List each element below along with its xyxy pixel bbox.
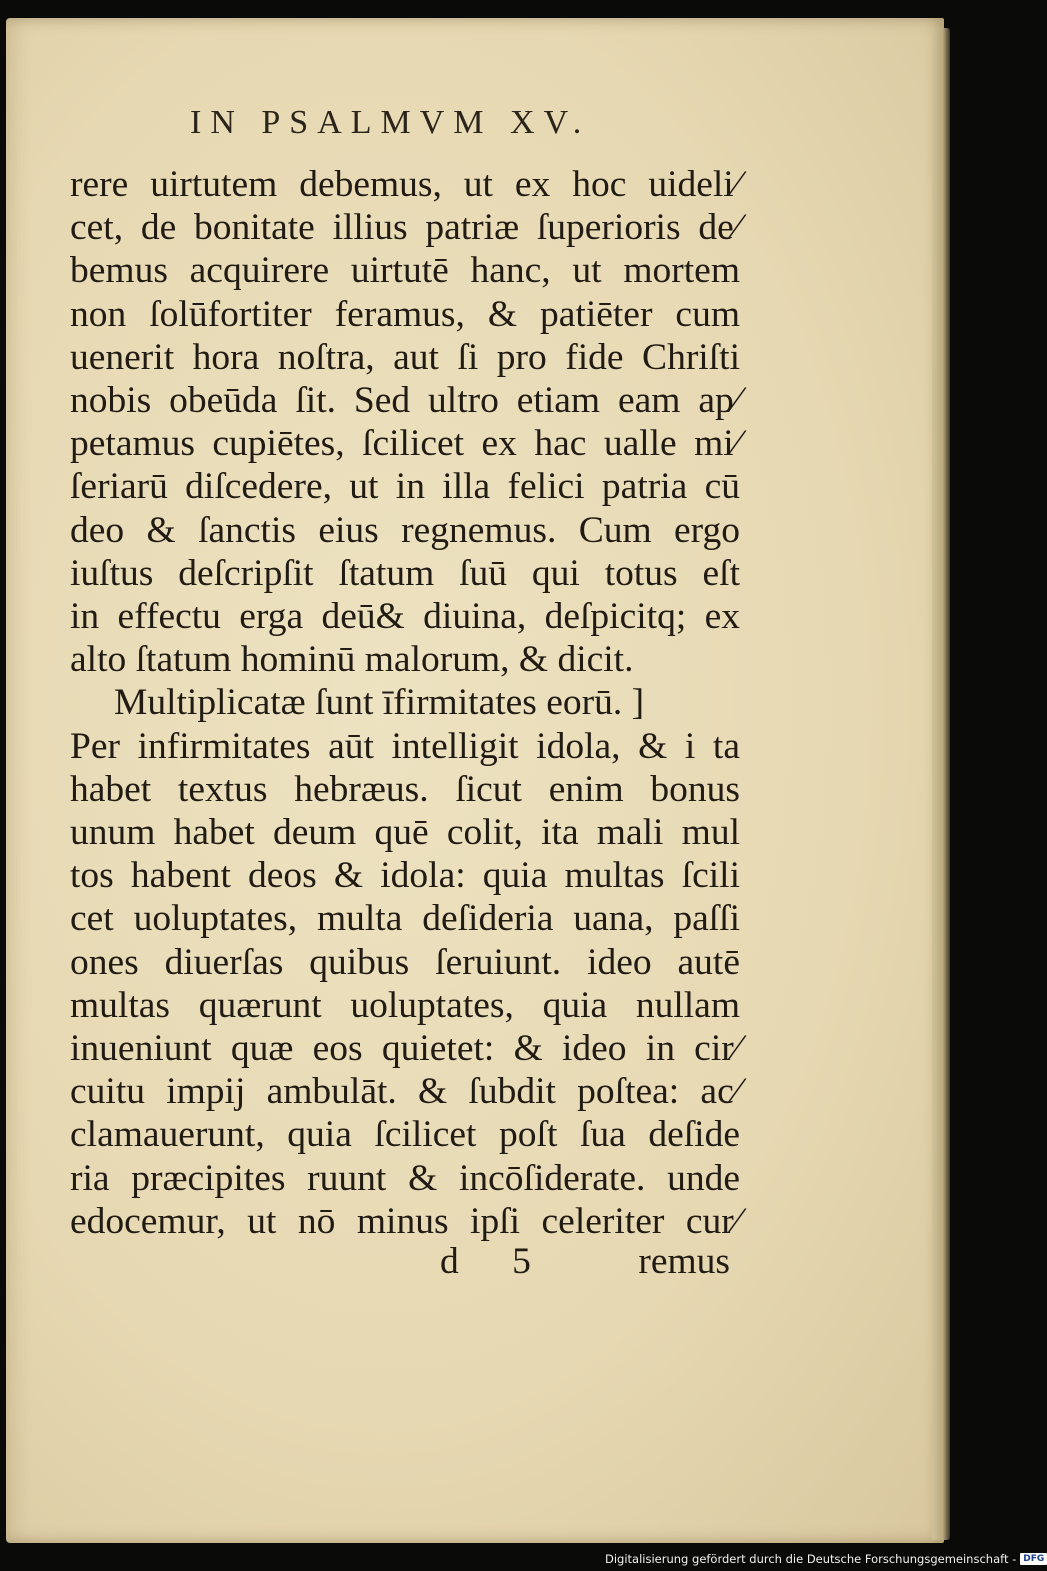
digitization-credit: [605, 1551, 1045, 1567]
text-line: unum habet deum quē colit, ita mali mul: [70, 812, 740, 854]
running-head: IN PSALMVM XV.: [190, 104, 591, 141]
text-line: multas quærunt uoluptates, quia nullam: [70, 984, 740, 1026]
text-line: rere uirtutem debemus, ut ex hoc uideli⁄: [70, 164, 740, 205]
text-line: ria præcipites ruunt & incōſiderate. unde: [70, 1157, 740, 1199]
page-edge: [932, 28, 950, 1540]
body-text: [70, 163, 740, 1243]
text-line: deo & ſanctis eius regnemus. Cum ergo: [70, 509, 740, 551]
text-line: iuſtus deſcripſit ſtatum ſuū qui totus eſt: [70, 552, 740, 594]
text-line: uenerit hora noſtra, aut ſi pro fide Chriſti: [70, 336, 740, 378]
signature-mark: d 5: [440, 1241, 553, 1282]
catchword: remus: [638, 1241, 730, 1282]
text-line: edocemur, ut nō minus ipſi celeriter cur⁄: [70, 1200, 740, 1242]
text-line: cuitu impij ambulāt. & ſubdit poſtea: ac⁄: [70, 1071, 740, 1113]
lemma-line: Multiplicatæ ſunt īfirmitates eorū. ]: [114, 682, 645, 724]
page-foot: [70, 1240, 740, 1284]
text-line: ones diuerſas quibus ſeruiunt. ideo autē: [70, 941, 740, 983]
text-line: alto ſtatum hominū malorum, & dicit.: [70, 639, 634, 681]
text-line: habet textus hebræus. ſicut enim bonus: [70, 768, 740, 810]
text-line: Per infirmitates aūt intelligit idola, & i ta: [70, 725, 740, 767]
credit-text: Digitalisierung gefördert durch die Deutsche Forschungsgemeinschaft -: [605, 1552, 1017, 1566]
text-line: tos habent deos & idola: quia multas ſcili: [70, 855, 740, 897]
text-line: non ſolūfortiter feramus, & patiēter cum: [70, 293, 740, 335]
text-line: clamauerunt, quia ſcilicet poſt ſua deſide: [70, 1114, 740, 1156]
text-line: petamus cupiētes, ſcilicet ex hac ualle mi⁄: [70, 423, 740, 465]
text-line: nobis obeūda ſit. Sed ultro etiam eam ap⁄: [70, 380, 740, 422]
text-line: bemus acquirere uirtutē hanc, ut mortem: [70, 250, 740, 292]
text-line: cet uoluptates, multa deſideria uana, paſſi: [70, 898, 740, 940]
text-line: inueniunt quæ eos quietet: & ideo in cir⁄: [70, 1028, 740, 1070]
text-line: in effectu erga deū& diuina, deſpicitq; ex: [70, 596, 740, 638]
text-line: ſeriarū diſcedere, ut in illa felici patria cū: [70, 466, 740, 508]
dfg-logo: DFG: [1020, 1553, 1047, 1565]
text-line: cet, de bonitate illius patriæ ſuperioris de⁄: [70, 207, 740, 249]
